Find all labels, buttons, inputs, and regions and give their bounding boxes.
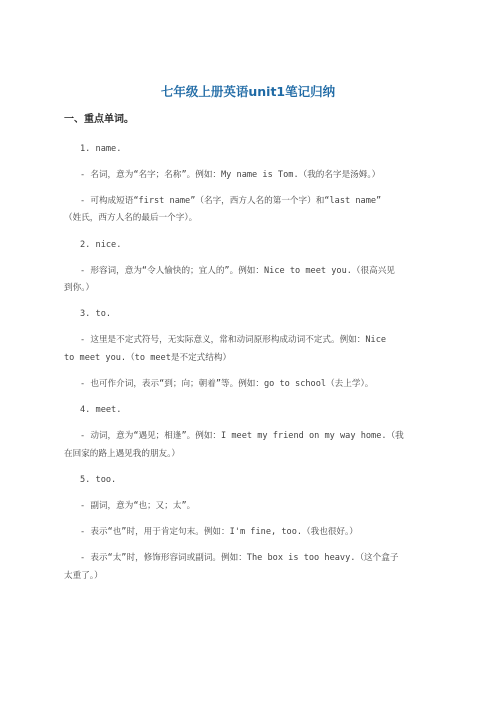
item-number-meet: 4. meet. bbox=[80, 405, 122, 415]
paragraph-continuation: 太重了。） bbox=[64, 571, 103, 581]
paragraph-line: - 表示“太”时，修饰形容词或副词。例如：The box is too heavy.（这个盒子 bbox=[80, 553, 399, 563]
paragraph-continuation: 到你。） bbox=[64, 283, 95, 293]
paragraph-line: - 形容词，意为“令人愉快的；宜人的”。例如：Nice to meet you.（很高兴见 bbox=[80, 266, 395, 276]
item-number-to: 3. to. bbox=[80, 309, 112, 319]
paragraph-continuation: 在回家的路上遇见我的朋友。） bbox=[64, 449, 181, 459]
item-number-name: 1. name. bbox=[80, 144, 122, 154]
paragraph-line: - 这里是不定式符号，无实际意义，常和动词原形构成动词不定式。例如：Nice bbox=[80, 335, 387, 345]
section-heading: 一、重点单词。 bbox=[64, 114, 134, 125]
paragraph-line: - 名词，意为“名字；名称”。例如：My name is Tom.（我的名字是汤姆。） bbox=[80, 170, 381, 180]
page-title: 七年级上册英语unit1笔记归纳 bbox=[160, 84, 336, 99]
paragraph-line: - 也可作介词，表示“到；向；朝着”等。例如：go to school（去上学）。 bbox=[80, 379, 374, 389]
paragraph-line: - 可构成短语“first name”（名字，西方人名的第一个字）和“last name” bbox=[80, 196, 382, 206]
item-number-nice: 2. nice. bbox=[80, 240, 122, 250]
item-number-too: 5. too. bbox=[80, 475, 117, 485]
paragraph-continuation: to meet you.（to meet是不定式结构） bbox=[64, 353, 232, 363]
paragraph-line: - 表示“也”时，用于肯定句末。例如：I'm fine, too.（我也很好。） bbox=[80, 527, 358, 537]
paragraph-line: - 副词，意为“也；又；太”。 bbox=[80, 501, 196, 511]
paragraph-line: - 动词，意为“遇见；相逢”。例如：I meet my friend on my way home.（我 bbox=[80, 431, 404, 441]
paragraph-continuation: （姓氏，西方人名的最后一个字）。 bbox=[64, 213, 198, 223]
